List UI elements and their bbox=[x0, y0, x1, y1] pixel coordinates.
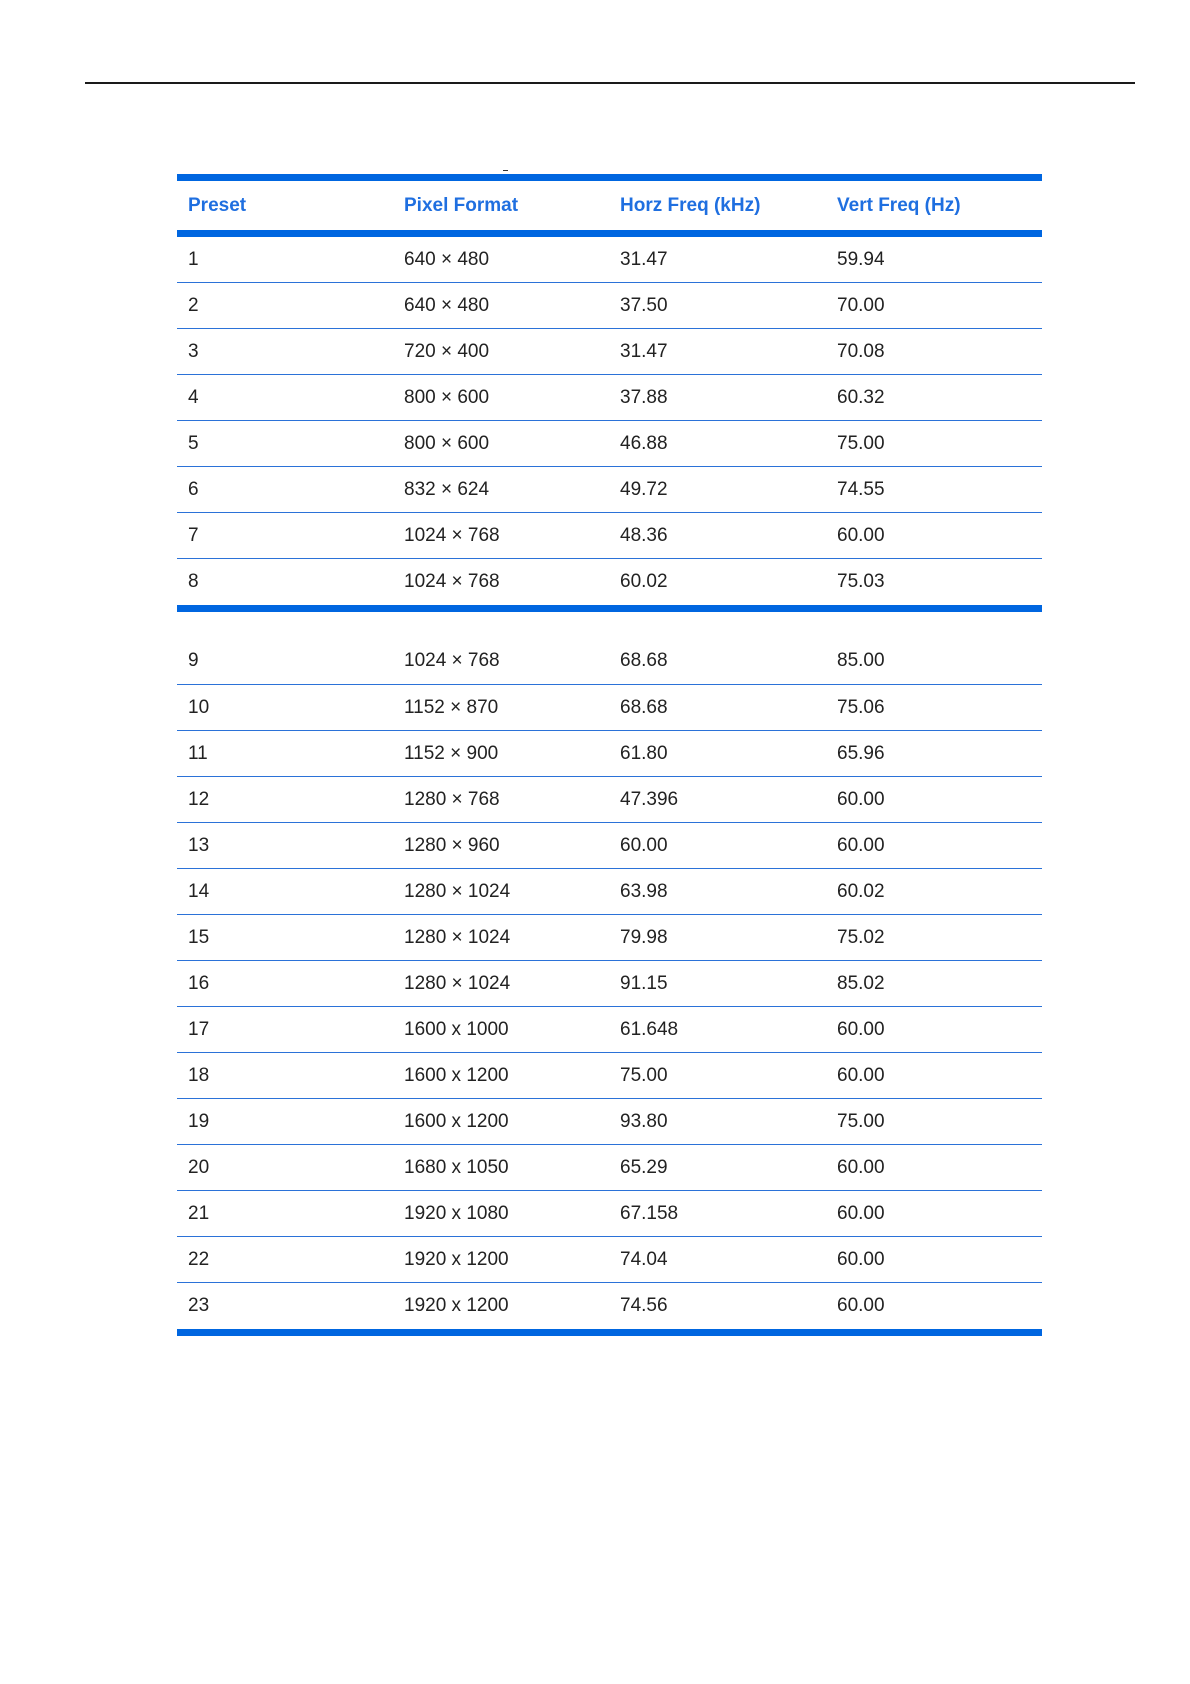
cell-pixel-format: 1280 × 960 bbox=[404, 834, 500, 856]
cell-preset: 23 bbox=[188, 1295, 210, 1316]
cell-vert-freq: 60.00 bbox=[837, 1156, 885, 1178]
cell-horz-freq: 61.80 bbox=[620, 742, 668, 764]
cell-pixel-format: 720 × 400 bbox=[404, 340, 490, 362]
cell-preset: 19 bbox=[188, 1110, 210, 1132]
header-vert-freq: Vert Freq (Hz) bbox=[837, 194, 961, 216]
cell-vert-freq: 85.02 bbox=[837, 972, 885, 994]
cell-horz-freq: 60.00 bbox=[620, 834, 668, 856]
section-divider-bar bbox=[177, 605, 1042, 612]
cell-preset: 12 bbox=[188, 788, 210, 810]
cell-preset: 15 bbox=[188, 926, 210, 948]
table-row bbox=[177, 961, 1042, 1007]
cell-preset: 21 bbox=[188, 1202, 210, 1224]
cell-horz-freq: 68.68 bbox=[620, 650, 668, 671]
cell-preset: 3 bbox=[188, 340, 199, 362]
cell-pixel-format: 832 × 624 bbox=[404, 478, 490, 500]
header-preset: Preset bbox=[188, 194, 247, 216]
cell-horz-freq: 75.00 bbox=[620, 1064, 668, 1086]
cell-horz-freq: 31.47 bbox=[620, 340, 668, 362]
cell-horz-freq: 93.80 bbox=[620, 1110, 668, 1132]
cell-horz-freq: 37.50 bbox=[620, 294, 668, 316]
cell-pixel-format: 1152 × 900 bbox=[404, 742, 499, 764]
cell-preset: 6 bbox=[188, 478, 199, 500]
table-row bbox=[177, 1191, 1042, 1237]
stray-mark bbox=[503, 170, 508, 171]
table-row bbox=[177, 1237, 1042, 1283]
cell-horz-freq: 31.47 bbox=[620, 248, 668, 270]
table-row bbox=[177, 1283, 1042, 1329]
cell-pixel-format: 800 × 600 bbox=[404, 432, 490, 454]
table-section-1 bbox=[177, 237, 1042, 605]
cell-horz-freq: 37.88 bbox=[620, 386, 668, 408]
cell-horz-freq: 79.98 bbox=[620, 926, 668, 948]
section-gap bbox=[177, 612, 1042, 638]
cell-horz-freq: 74.56 bbox=[620, 1295, 668, 1316]
cell-horz-freq: 65.29 bbox=[620, 1156, 668, 1178]
cell-vert-freq: 75.03 bbox=[837, 571, 885, 592]
header-horz-freq: Horz Freq (kHz) bbox=[620, 194, 761, 216]
cell-preset: 8 bbox=[188, 571, 199, 592]
table-row bbox=[177, 731, 1042, 777]
cell-vert-freq: 60.00 bbox=[837, 788, 885, 810]
table-row bbox=[177, 869, 1042, 915]
cell-horz-freq: 91.15 bbox=[620, 972, 668, 994]
cell-pixel-format: 1600 x 1200 bbox=[404, 1064, 509, 1086]
table-header-row bbox=[177, 181, 1042, 230]
cell-pixel-format: 1280 × 768 bbox=[404, 788, 500, 810]
cell-vert-freq: 60.02 bbox=[837, 880, 885, 902]
cell-vert-freq: 74.55 bbox=[837, 478, 885, 500]
preset-timing-table bbox=[177, 174, 1042, 1336]
cell-vert-freq: 65.96 bbox=[837, 742, 885, 764]
table-row bbox=[177, 823, 1042, 869]
cell-pixel-format: 1280 × 1024 bbox=[404, 926, 511, 948]
table-row bbox=[177, 1007, 1042, 1053]
cell-pixel-format: 640 × 480 bbox=[404, 294, 490, 316]
table-row bbox=[177, 559, 1042, 605]
cell-horz-freq: 68.68 bbox=[620, 696, 668, 718]
table-row bbox=[177, 375, 1042, 421]
cell-pixel-format: 640 × 480 bbox=[404, 248, 490, 270]
cell-preset: 5 bbox=[188, 432, 199, 454]
cell-horz-freq: 63.98 bbox=[620, 880, 668, 902]
cell-preset: 20 bbox=[188, 1156, 210, 1178]
cell-pixel-format: 1600 x 1200 bbox=[404, 1110, 509, 1132]
cell-preset: 18 bbox=[188, 1064, 210, 1086]
cell-vert-freq: 70.08 bbox=[837, 340, 885, 362]
cell-vert-freq: 60.00 bbox=[837, 1018, 885, 1040]
header-bottom-bar bbox=[177, 230, 1042, 237]
table-row bbox=[177, 1145, 1042, 1191]
table-row bbox=[177, 237, 1042, 283]
table-row bbox=[177, 1099, 1042, 1145]
cell-preset: 13 bbox=[188, 834, 210, 856]
cell-preset: 4 bbox=[188, 386, 199, 408]
cell-horz-freq: 61.648 bbox=[620, 1018, 679, 1040]
cell-preset: 1 bbox=[188, 248, 199, 270]
cell-vert-freq: 70.00 bbox=[837, 294, 885, 316]
table-row bbox=[177, 467, 1042, 513]
table-row bbox=[177, 283, 1042, 329]
cell-vert-freq: 60.00 bbox=[837, 1295, 885, 1316]
cell-pixel-format: 1152 × 870 bbox=[404, 696, 499, 718]
table-top-bar bbox=[177, 174, 1042, 181]
cell-horz-freq: 46.88 bbox=[620, 432, 668, 454]
cell-vert-freq: 60.00 bbox=[837, 1248, 885, 1270]
cell-pixel-format: 1024 × 768 bbox=[404, 524, 500, 546]
cell-preset: 7 bbox=[188, 524, 199, 546]
cell-preset: 9 bbox=[188, 650, 199, 671]
cell-vert-freq: 75.00 bbox=[837, 432, 885, 454]
cell-pixel-format: 1280 × 1024 bbox=[404, 880, 511, 902]
table-row bbox=[177, 329, 1042, 375]
cell-vert-freq: 60.32 bbox=[837, 386, 885, 408]
cell-vert-freq: 75.06 bbox=[837, 696, 885, 718]
cell-pixel-format: 1024 × 768 bbox=[404, 571, 500, 592]
cell-horz-freq: 67.158 bbox=[620, 1202, 679, 1224]
cell-horz-freq: 47.396 bbox=[620, 788, 679, 810]
cell-pixel-format: 1280 × 1024 bbox=[404, 972, 511, 994]
table-row bbox=[177, 1053, 1042, 1099]
cell-vert-freq: 59.94 bbox=[837, 248, 885, 270]
cell-preset: 2 bbox=[188, 294, 199, 316]
cell-vert-freq: 60.00 bbox=[837, 524, 885, 546]
cell-pixel-format: 1920 x 1200 bbox=[404, 1248, 509, 1270]
cell-preset: 22 bbox=[188, 1248, 210, 1270]
cell-vert-freq: 85.00 bbox=[837, 650, 885, 671]
cell-horz-freq: 74.04 bbox=[620, 1248, 668, 1270]
cell-preset: 17 bbox=[188, 1018, 210, 1040]
cell-pixel-format: 1920 x 1080 bbox=[404, 1202, 509, 1224]
cell-vert-freq: 60.00 bbox=[837, 834, 885, 856]
table-row bbox=[177, 421, 1042, 467]
cell-horz-freq: 60.02 bbox=[620, 571, 668, 592]
table-section-2 bbox=[177, 638, 1042, 1329]
table-row bbox=[177, 915, 1042, 961]
cell-vert-freq: 75.02 bbox=[837, 926, 885, 948]
cell-pixel-format: 1920 x 1200 bbox=[404, 1295, 509, 1316]
table-row bbox=[177, 638, 1042, 685]
cell-vert-freq: 60.00 bbox=[837, 1064, 885, 1086]
cell-horz-freq: 49.72 bbox=[620, 478, 668, 500]
cell-preset: 16 bbox=[188, 972, 210, 994]
table-row bbox=[177, 513, 1042, 559]
table-row bbox=[177, 685, 1042, 731]
cell-pixel-format: 1680 x 1050 bbox=[404, 1156, 509, 1178]
cell-vert-freq: 75.00 bbox=[837, 1110, 885, 1132]
header-pixel-format: Pixel Format bbox=[404, 194, 519, 216]
cell-preset: 10 bbox=[188, 696, 210, 718]
page-top-rule bbox=[85, 82, 1135, 84]
cell-pixel-format: 1600 x 1000 bbox=[404, 1018, 509, 1040]
cell-pixel-format: 1024 × 768 bbox=[404, 650, 500, 671]
cell-pixel-format: 800 × 600 bbox=[404, 386, 490, 408]
table-bottom-bar bbox=[177, 1329, 1042, 1336]
cell-horz-freq: 48.36 bbox=[620, 524, 668, 546]
table-row bbox=[177, 777, 1042, 823]
cell-preset: 11 bbox=[188, 742, 208, 764]
cell-preset: 14 bbox=[188, 880, 210, 902]
cell-vert-freq: 60.00 bbox=[837, 1202, 885, 1224]
